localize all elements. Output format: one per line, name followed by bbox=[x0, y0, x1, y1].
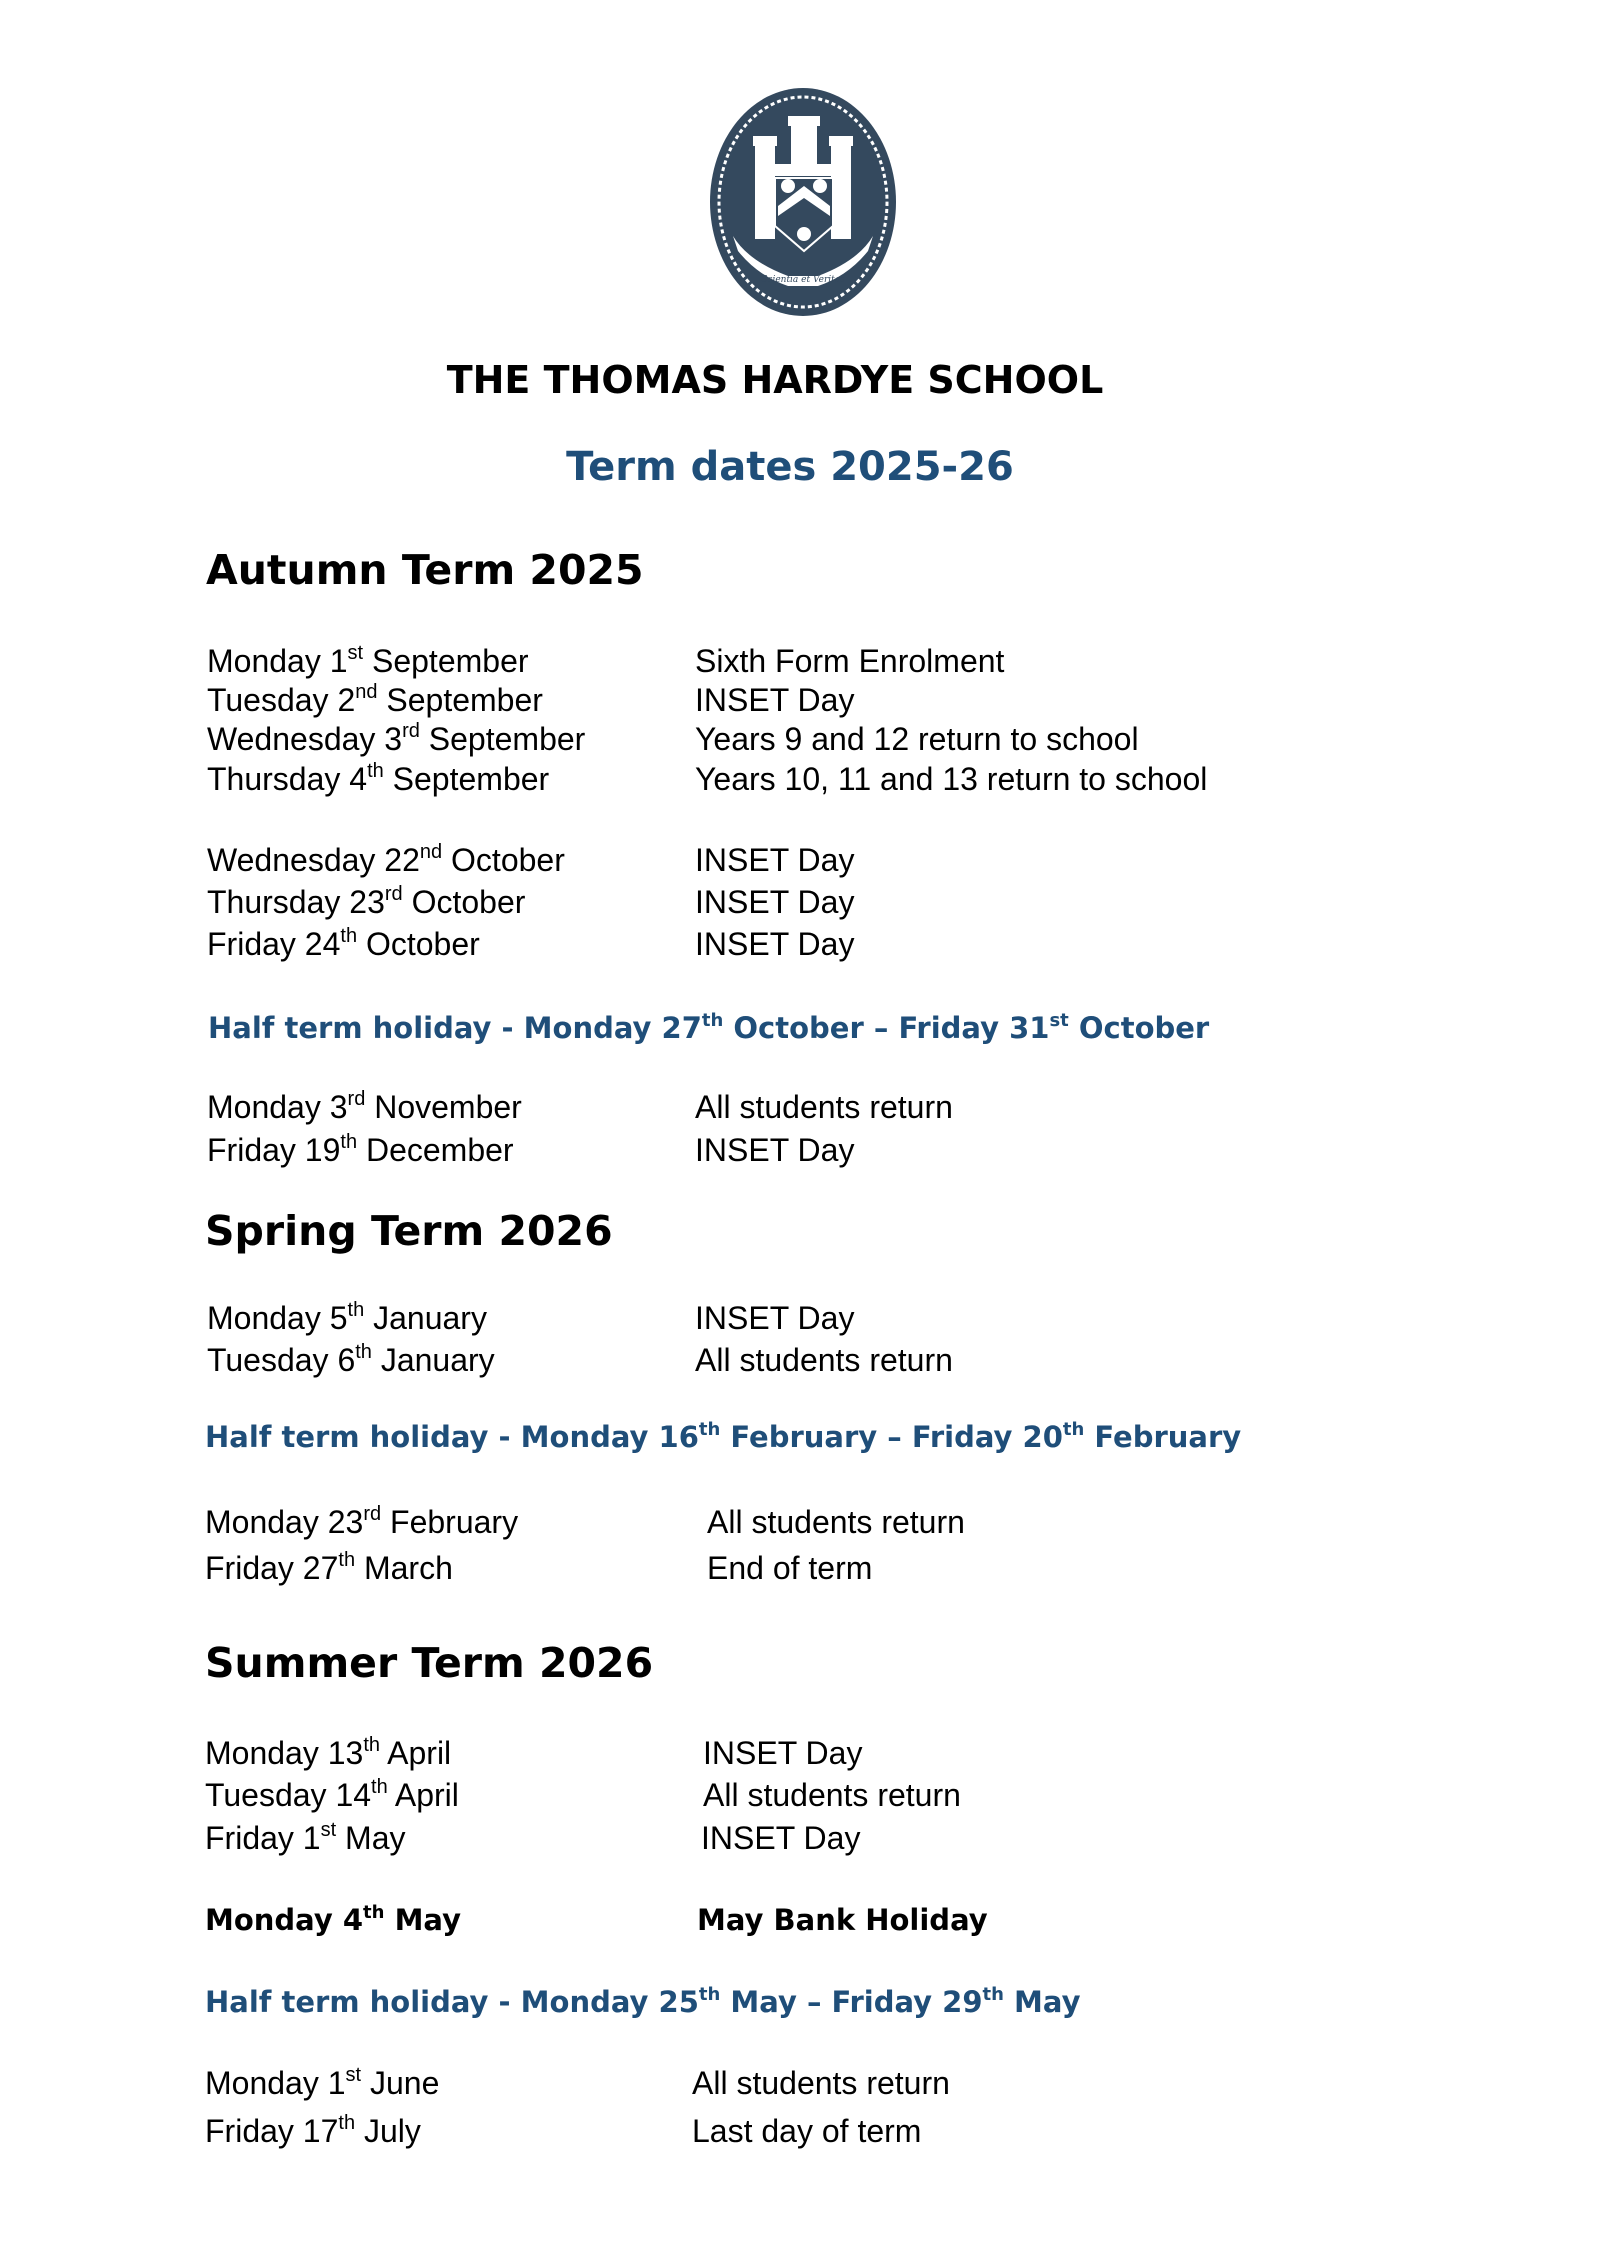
date-cell: Tuesday 2nd September bbox=[207, 681, 543, 718]
ordinal-suffix: th bbox=[1062, 1419, 1085, 1440]
ordinal-suffix: rd bbox=[363, 1503, 382, 1525]
event-cell: Years 10, 11 and 13 return to school bbox=[695, 761, 1208, 797]
date-cell: Monday 3rd November bbox=[207, 1088, 522, 1125]
page-subtitle: Term dates 2025-26 bbox=[566, 444, 1014, 490]
date-cell: Friday 27th March bbox=[205, 1549, 453, 1586]
ordinal-suffix: st bbox=[345, 2064, 362, 2086]
event-cell: INSET Day bbox=[695, 1300, 855, 1336]
date-cell: Thursday 23rd October bbox=[207, 883, 526, 920]
ordinal-suffix: nd bbox=[419, 841, 443, 863]
event-cell: INSET Day bbox=[695, 1132, 855, 1168]
event-cell: INSET Day bbox=[695, 682, 855, 718]
ordinal-suffix: th bbox=[371, 1776, 388, 1798]
event-cell: Years 9 and 12 return to school bbox=[695, 721, 1139, 757]
term-heading: Autumn Term 2025 bbox=[206, 546, 644, 594]
date-cell: Tuesday 6th January bbox=[207, 1341, 495, 1378]
date-cell: Monday 5th January bbox=[207, 1299, 487, 1336]
date-cell: Friday 1st May bbox=[205, 1819, 406, 1856]
date-cell: Monday 13th April bbox=[205, 1734, 452, 1771]
date-cell: Thursday 4th September bbox=[207, 760, 550, 797]
term-heading: Summer Term 2026 bbox=[205, 1639, 654, 1687]
ordinal-suffix: th bbox=[982, 1984, 1004, 2005]
event-cell: INSET Day bbox=[701, 1820, 861, 1856]
school-name: THE THOMAS HARDYE SCHOOL bbox=[446, 358, 1104, 402]
date-cell: Monday 1st September bbox=[207, 642, 529, 679]
date-cell: Monday 4th May bbox=[205, 1902, 462, 1937]
date-cell: Friday 17th July bbox=[205, 2112, 421, 2149]
ordinal-suffix: th bbox=[338, 1549, 356, 1571]
date-cell: Friday 19th December bbox=[207, 1131, 514, 1168]
event-cell: All students return bbox=[695, 1342, 953, 1378]
event-cell: All students return bbox=[692, 2065, 950, 2101]
logo-motto: Scientia et Veritas bbox=[761, 275, 845, 285]
date-cell: Monday 1st June bbox=[205, 2064, 440, 2101]
event-cell: INSET Day bbox=[695, 842, 855, 878]
event-cell: All students return bbox=[707, 1504, 965, 1540]
ordinal-suffix: st bbox=[320, 1819, 337, 1841]
ordinal-suffix: rd bbox=[347, 1088, 366, 1110]
half-term-holiday: Half term holiday - Monday 16th February – Friday 20th February bbox=[205, 1419, 1242, 1454]
ordinal-suffix: st bbox=[347, 642, 364, 664]
ordinal-suffix: th bbox=[340, 1131, 358, 1153]
ordinal-suffix: rd bbox=[384, 883, 403, 905]
event-cell: May Bank Holiday bbox=[697, 1903, 988, 1937]
ordinal-suffix: th bbox=[698, 1984, 721, 2005]
half-term-holiday: Half term holiday - Monday 25th May – Friday 29th May bbox=[205, 1984, 1081, 2019]
ordinal-suffix: rd bbox=[402, 720, 420, 742]
date-cell: Wednesday 22nd October bbox=[207, 841, 565, 878]
ordinal-suffix: th bbox=[363, 1902, 385, 1923]
event-cell: INSET Day bbox=[695, 884, 855, 920]
ordinal-suffix: th bbox=[698, 1419, 721, 1440]
ordinal-suffix: th bbox=[338, 2112, 356, 2134]
ordinal-suffix: th bbox=[347, 1299, 365, 1321]
event-cell: All students return bbox=[695, 1089, 953, 1125]
date-cell: Wednesday 3rd September bbox=[207, 720, 586, 757]
event-cell: End of term bbox=[707, 1550, 873, 1586]
date-cell: Friday 24th October bbox=[207, 925, 480, 962]
ordinal-suffix: th bbox=[701, 1010, 724, 1031]
event-cell: INSET Day bbox=[703, 1735, 863, 1771]
ordinal-suffix: st bbox=[1049, 1010, 1069, 1031]
event-cell: Sixth Form Enrolment bbox=[695, 643, 1005, 679]
term-heading: Spring Term 2026 bbox=[205, 1207, 613, 1255]
ordinal-suffix: nd bbox=[355, 681, 378, 703]
date-cell: Tuesday 14th April bbox=[205, 1776, 459, 1813]
ordinal-suffix: th bbox=[367, 760, 384, 782]
event-cell: All students return bbox=[703, 1777, 961, 1813]
event-cell: INSET Day bbox=[695, 926, 855, 962]
ordinal-suffix: th bbox=[363, 1734, 381, 1756]
half-term-holiday: Half term holiday - Monday 27th October – Friday 31st October bbox=[208, 1010, 1210, 1045]
school-crest-logo bbox=[708, 86, 898, 318]
ordinal-suffix: th bbox=[340, 925, 358, 947]
event-cell: Last day of term bbox=[692, 2113, 922, 2149]
ordinal-suffix: th bbox=[355, 1341, 372, 1363]
date-cell: Monday 23rd February bbox=[205, 1503, 519, 1540]
